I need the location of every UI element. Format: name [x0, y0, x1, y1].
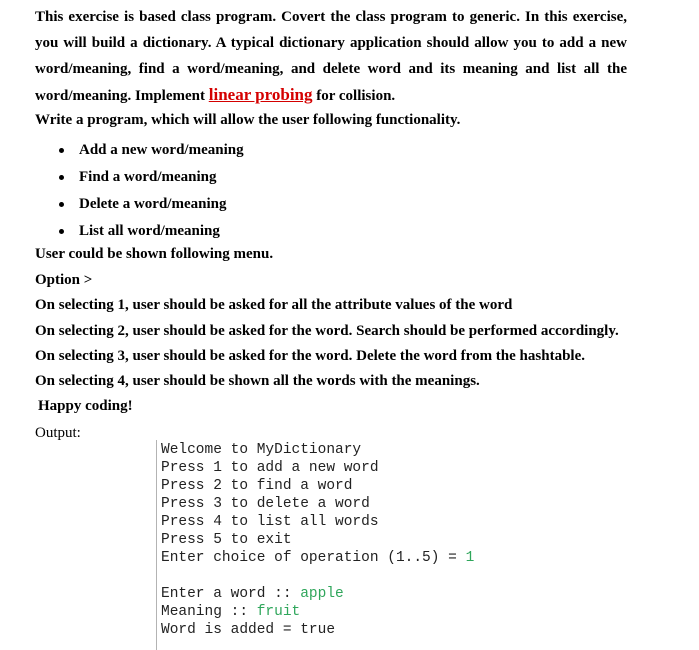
list-item — [35, 191, 244, 218]
selecting-4-line: On selecting 4, user should be shown all the words with the meanings. — [35, 373, 480, 389]
list-item — [35, 164, 244, 191]
list-item — [35, 137, 244, 164]
console-choice-value: 1 — [465, 550, 475, 566]
intro-text: This exercise is based class program. Covert the class program to generic. In this exercise, you will build a dictionary. A typical dictionary application should allow you to add a new word/meaning, find a word/meaning, and delete word and its meaning and list all the word/meaning. Implement — [35, 9, 627, 104]
functionality-list — [35, 137, 244, 245]
console-added-line: Word is added = true — [161, 622, 336, 638]
console-welcome: Welcome to MyDictionary — [161, 442, 362, 458]
intro-paragraph — [35, 4, 627, 109]
console-choice-line — [161, 549, 474, 567]
menu-line: User could be shown following menu. — [35, 246, 274, 262]
list-item-label: Add a new word/meaning — [79, 142, 244, 158]
option-line: Option > — [35, 272, 93, 288]
list-item-label: List all word/meaning — [79, 223, 220, 239]
console-word-prompt: Enter a word :: — [161, 586, 301, 602]
console-meaning-value: fruit — [256, 604, 301, 620]
console-choice-prompt: Enter choice of operation (1..5) = — [161, 550, 466, 566]
bullet-icon — [59, 175, 64, 180]
selecting-1-line: On selecting 1, user should be asked for all the attribute values of the word — [35, 297, 513, 313]
happy-coding-line: Happy coding! — [38, 398, 133, 414]
console-word-value: apple — [300, 586, 344, 602]
console-meaning-line — [161, 603, 300, 621]
output-label: Output: — [35, 425, 81, 441]
console-press-5: Press 5 to exit — [161, 532, 292, 548]
intro-text-end: for collision. — [312, 88, 396, 104]
console-press-1: Press 1 to add a new word — [161, 460, 379, 476]
linear-probing-link[interactable]: linear probing — [208, 85, 313, 104]
bullet-icon — [59, 229, 64, 234]
console-press-3: Press 3 to delete a word — [161, 496, 370, 512]
console-press-4: Press 4 to list all words — [161, 514, 379, 530]
selecting-3-line: On selecting 3, user should be asked for the word. Delete the word from the hashtable. — [35, 348, 585, 364]
write-program-line: Write a program, which will allow the user following functionality. — [35, 112, 461, 128]
bullet-icon — [59, 202, 64, 207]
list-item — [35, 218, 244, 245]
console-output — [156, 440, 617, 650]
selecting-2-line: On selecting 2, user should be asked for the word. Search should be performed accordingly. — [35, 323, 619, 339]
list-item-label: Delete a word/meaning — [79, 196, 227, 212]
list-item-label: Find a word/meaning — [79, 169, 217, 185]
bullet-icon — [59, 148, 64, 153]
console-press-2: Press 2 to find a word — [161, 478, 353, 494]
console-meaning-prompt: Meaning :: — [161, 604, 257, 620]
console-word-line — [161, 585, 344, 603]
